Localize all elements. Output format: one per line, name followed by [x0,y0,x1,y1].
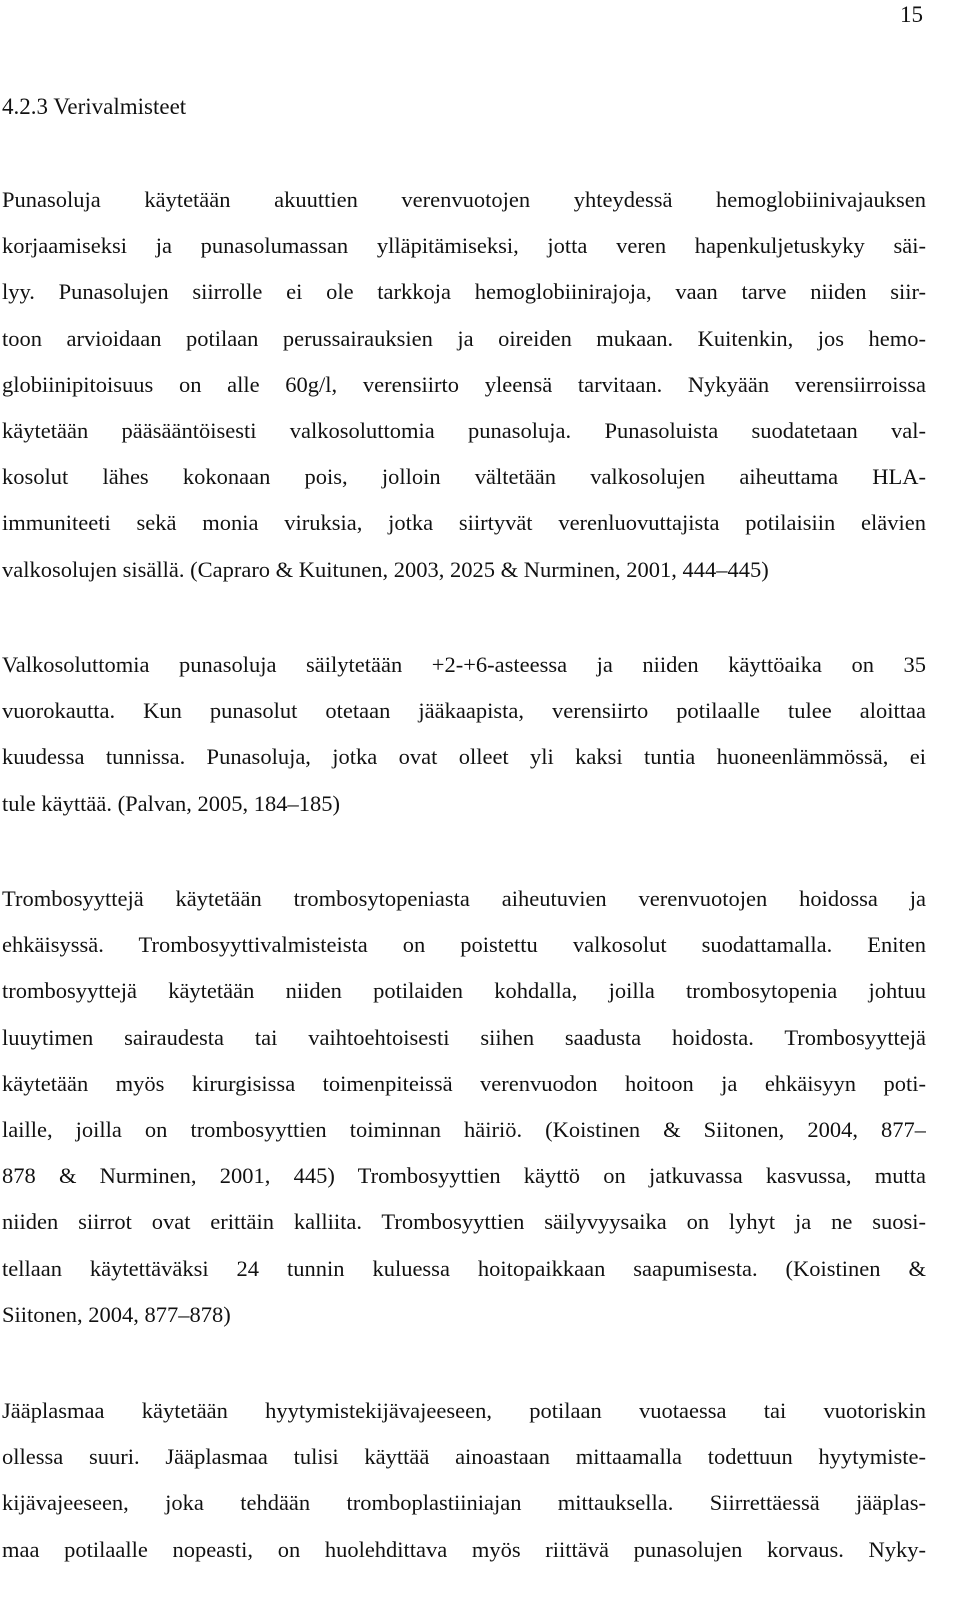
text-line: Siitonen, 2004, 877–878) [2,1301,231,1327]
paragraph-frozen-plasma [2,1388,926,1573]
text-line: käytetään myös kirurgisissa toimenpiteissä verenvuodon hoitoon ja ehkäisyyn poti- [2,1070,926,1096]
text-line: kijävajeeseen, joka tehdään tromboplastiiniajan mittauksella. Siirrettäessä jääplas- [2,1490,926,1516]
text-line: trombosyyttejä käytetään niiden potilaiden kohdalla, joilla trombosytopenia johtuu [2,978,926,1004]
page-number: 15 [900,2,923,27]
section-heading: 4.2.3 Verivalmisteet [2,94,187,119]
text-line: korjaamiseksi ja punasolumassan ylläpitämiseksi, jotta veren hapenkuljetuskyky säi- [2,233,926,259]
text-line: kosolut lähes kokonaan pois, jolloin vältetään valkosolujen aiheuttama HLA- [2,464,926,490]
text-line: globiinipitoisuus on alle 60g/l, verensiirto yleensä tarvitaan. Nykyään verensiirroissa [2,371,926,397]
text-line: Trombosyyttejä käytetään trombosytopeniasta aiheutuvien verenvuotojen hoidossa ja [2,886,926,911]
text-line: Jääplasmaa käytetään hyytymistekijävajeeseen, potilaan vuotaessa tai vuotoriskin [2,1398,926,1423]
text-line: maa potilaalle nopeasti, on huolehdittava myös riittävä punasolujen korvaus. Nyky- [2,1536,926,1562]
text-line: Punasoluja käytetään akuuttien verenvuotojen yhteydessä hemoglobiinivajauksen [2,187,926,212]
text-line: tule käyttää. (Palvan, 2005, 184–185) [2,790,341,816]
text-line: laille, joilla on trombosyyttien toiminnan häiriö. (Koistinen & Siitonen, 2004, 877– [2,1117,926,1143]
paragraph-red-cells [2,177,926,593]
text-line: luuytimen sairaudesta tai vaihtoehtoisesti siihen saadusta hoidosta. Trombosyyttejä [2,1024,926,1050]
text-line: vuorokautta. Kun punasolut otetaan jääkaapista, verensiirto potilaalle tulee aloittaa [2,698,926,724]
text-line: tellaan käytettäväksi 24 tunnin kuluessa hoitopaikkaan saapumisesta. (Koistinen & [2,1255,926,1281]
text-line: Valkosoluttomia punasoluja säilytetään +2-+6-asteessa ja niiden käyttöaika on 35 [2,652,926,677]
text-line: lyy. Punasolujen siirrolle ei ole tarkkoja hemoglobiinirajoja, vaan tarve niiden siir- [2,279,926,305]
paragraph-red-cell-storage [2,642,926,827]
text-line: toon arvioidaan potilaan perussairauksien ja oireiden mukaan. Kuitenkin, jos hemo- [2,325,926,351]
text-line: ehkäisyssä. Trombosyyttivalmisteista on poistettu valkosolut suodattamalla. Eniten [2,932,926,958]
text-line: ollessa suuri. Jääplasmaa tulisi käyttää ainoastaan mittaamalla todettuun hyytymiste- [2,1444,926,1470]
text-line: 878 & Nurminen, 2001, 445) Trombosyyttien käyttö on jatkuvassa kasvussa, mutta [2,1163,926,1189]
text-line: niiden siirrot ovat erittäin kalliita. Trombosyyttien säilyvyysaika on lyhyt ja ne suosi- [2,1209,926,1235]
text-line: käytetään pääsääntöisesti valkosoluttomia punasoluja. Punasoluista suodatetaan val- [2,418,926,444]
text-line: immuniteeti sekä monia viruksia, jotka siirtyvät verenluovuttajista potilaisiin elävien [2,510,926,536]
text-line: kuudessa tunnissa. Punasoluja, jotka ovat olleet yli kaksi tuntia huoneenlämmössä, ei [2,744,926,770]
paragraph-platelets [2,876,926,1338]
text-line: valkosolujen sisällä. (Capraro & Kuitunen, 2003, 2025 & Nurminen, 2001, 444–445) [2,556,769,582]
